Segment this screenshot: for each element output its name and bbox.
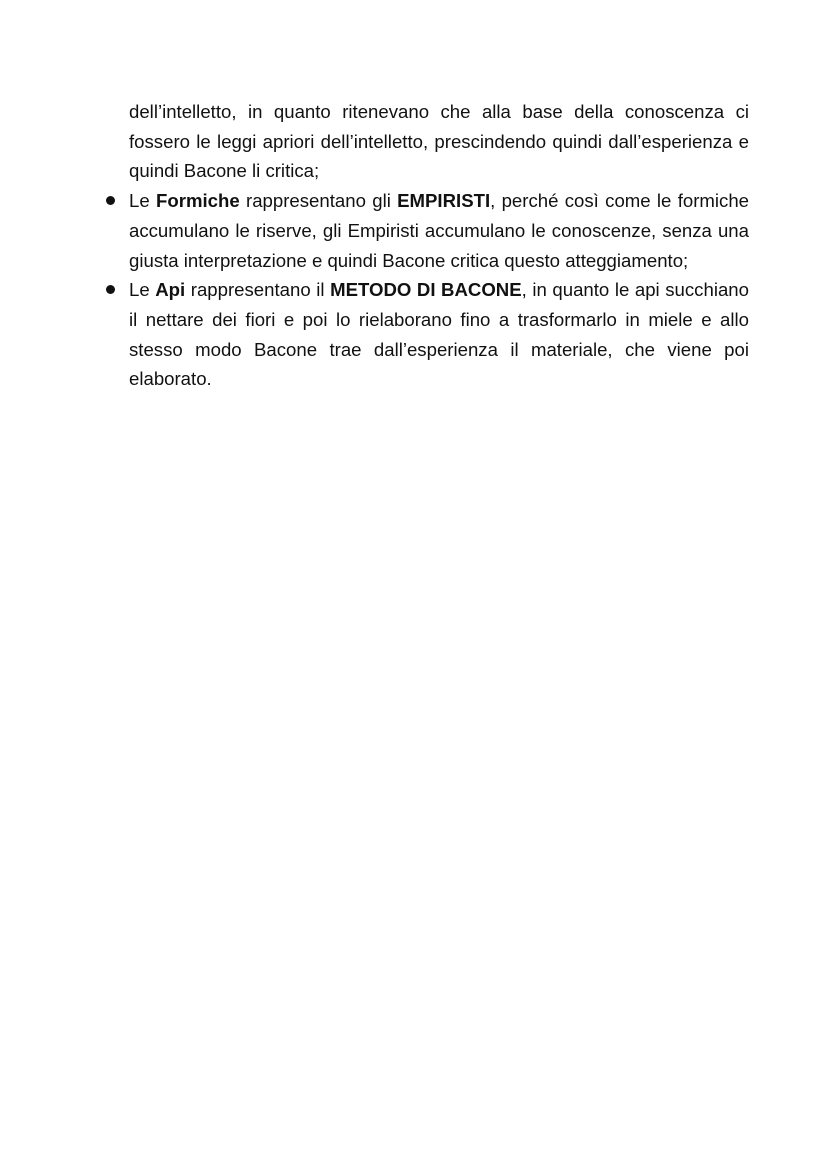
bullet-icon [106, 285, 115, 294]
bullet-list [129, 186, 749, 394]
bullet-subject: Api [155, 279, 186, 301]
bullet-item-formiche [129, 186, 749, 275]
bullet-lead: Le [129, 279, 156, 301]
document-body [129, 97, 749, 394]
bullet-verb: rappresentano il [185, 279, 331, 301]
bullet-lead: Le [129, 190, 156, 212]
intro-paragraph: dell’intelletto, in quanto ritenevano che alla base della conoscenza ci fossero le leggi apriori dell’intelletto, prescindendo quindi dall’esperienza e quindi Bacone li critica; [129, 101, 749, 182]
bullet-verb: rappresentano gli [239, 190, 398, 212]
bullet-icon [106, 196, 115, 205]
bullet-group: METODO DI BACONE [330, 279, 522, 301]
bullet-item-api [129, 275, 749, 394]
bullet-rest: , perché così come le formiche accumulano le riserve, gli Empiristi accumulano le conoscenze, senza una giusta interpretazione e quindi Bacone critica questo atteggiamento; [129, 190, 749, 271]
bullet-group: EMPIRISTI [397, 190, 491, 212]
bullet-subject: Formiche [156, 190, 240, 212]
bullet-rest: , in quanto le api succhiano il nettare dei fiori e poi lo rielaborano fino a trasformarlo in miele e allo stesso modo Bacone trae dall’esperienza il materiale, che viene poi elaborato. [129, 279, 749, 390]
